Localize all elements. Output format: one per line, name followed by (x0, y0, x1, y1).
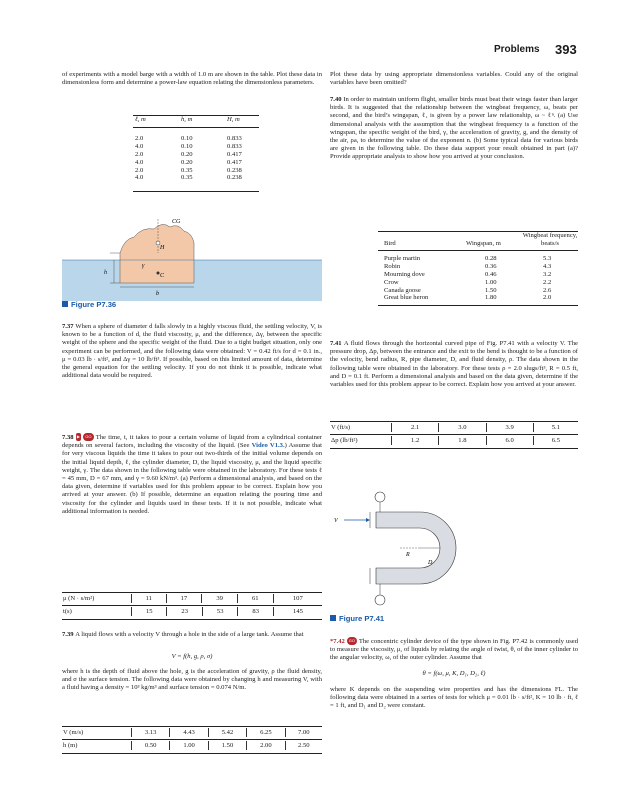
table-row: 2.0 0.10 0.833 (135, 135, 242, 143)
pressure-gauge-bottom-icon (375, 595, 385, 605)
table-row: h (m) 0.50 1.00 1.50 2.00 2.50 (62, 741, 322, 750)
go-badge-icon: GO (83, 433, 93, 441)
label-h: h (104, 270, 107, 276)
figure-p7-36 (62, 213, 322, 301)
table-row: 4.0 0.10 0.833 (135, 143, 242, 151)
table-row: Δp (lb/ft²) 1.2 1.8 6.0 6.5 (330, 436, 578, 445)
go-badge-icon: GO (347, 637, 357, 645)
page-number: 393 (555, 42, 577, 57)
label-H: H (160, 245, 165, 251)
problem-7-38: 7.38 ▶ GO The time, t, it takes to pour a certain volume of liquid from a cylindrical container depends on several factors, including the viscosity of the liquid. (See Video V1.3.) Assume that for very viscous liquids the time it takes to pour out two-thirds of the initial volume depends on the initial liquid depth, ℓ, the cylinder diameter, D, the liquid viscosity, μ, and the liquid specific weight, γ. The data shown in the following table were obtained in the laboratory. For these tests ℓ = 45 mm, D = 67 mm, and γ = 9.60 kN/m³. (a) Perform a dimensional analysis, and based on the data given, determine if variables used for this problem appear to be correct. Explain how you arrived at your answer. (b) If possible, determine an equation relating the pouring time and viscosity for the cylinder and liquids used in these tests. If it is not possible, indicate what additional information is needed. (62, 434, 322, 515)
label-b: b (156, 291, 159, 297)
table-row: t(s) 15 23 53 83 145 (62, 607, 322, 616)
problem-7-40: 7.40 In order to maintain uniform flight, smaller birds must beat their wings faster than larger birds. It is suggested that the relationship between the wingbeat frequency, ω, beats per second, and the bird’s wingspan, ℓ, is given by a power law relationship, ω ~ ℓⁿ. (a) Use dimensional analysis with the assumption that the wingbeat frequency is a function of the wingspan, the specific weight of the bird, γ, the acceleration of gravity, g, and the density of the air, ρa, to determine the value of the exponent n. (b) Some typical data for various birds are given in the following table. Do these data support your result obtained in part (a)? Provide appropriate analysis to show how you arrived at your conclusion. (330, 96, 578, 161)
label-D: D (428, 560, 433, 566)
problem-7-39: 7.39 A liquid flows with a velocity V through a hole in the side of a large tank. Assume that (62, 631, 304, 638)
figure-p7-41 (330, 490, 578, 610)
right-intro-text: Plot these data by using appropriate dimensionless variables. Could any of the original variables have been omitted? (330, 71, 578, 87)
table-row: 2.0 0.20 0.417 (135, 150, 242, 158)
barge-cargo-shape (120, 224, 194, 283)
bird-header-wingspan: Wingspan, m (466, 240, 501, 247)
label-V: V (334, 518, 338, 524)
left-intro-text: of experiments with a model barge with a width of 1.0 m are shown in the table. Plot these data in dimensionless form and determine a power-law equation relating the dimensionless parameters. (62, 71, 322, 87)
label-R: R (406, 552, 410, 558)
problem-7-39-continued: where h is the depth of fluid above the hole, g is the acceleration of gravity, ρ the fluid density, and σ the surface tension. The following data were obtained by changing h and measuring V, with a fluid having a density = 10³ kg/m³ and surface tension = 0.074 N/m. (62, 668, 322, 692)
bird-header-bird: Bird (384, 240, 396, 247)
figure-caption-p7-41: Figure P7.41 (330, 614, 384, 623)
problem-7-42: *7.42 GO The concentric cylinder device of the type shown in Fig. P7.42 is commonly used to measure the viscosity, μ, of liquids by relating the angle of twist, θ, of the inner cylinder to the angular velocity, ω, of the outer cylinder. Assume that (330, 638, 578, 662)
barge-header-H: H, m (227, 116, 240, 124)
bird-header-frequency: Wingbeat frequency, beats/s (522, 232, 578, 247)
problem-7-37: 7.37 When a sphere of diameter d falls slowly in a highly viscous fluid, the settling velocity, V, is known to be a function of d, the fluid viscosity, μ, and the difference, Δγ, between the specific weight of the sphere and the specific weight of the fluid. Due to a tight budget situation, only one experiment can be performed, and the following data were obtained: V = 0.42 ft/s for d = 0.1 in., μ = 0.03 lb · s/ft², and Δγ = 10 lb/ft³. If possible, based on this limited amount of data, determine the general equation for the settling velocity. If you do not think it is possible, indicate what additional data would be required. (62, 323, 322, 380)
problem-7-41: 7.41 A fluid flows through the horizontal curved pipe of Fig. P7.41 with a velocity V. The pressure drop, Δp, between the entrance and the exit to the bend is thought to be a function of the velocity, bend radius, R, pipe diameter, D, and fluid density, ρ. The data shown in the following table were obtained in the laboratory. For these tests ρ = 2.0 slugs/ft³, R = 0.5 ft, and D = 0.1 ft. Perform a dimensional analysis and based on the data given, determine if the variables used for this problem appear to be correct. Explain how you arrived at your answer. (330, 340, 578, 389)
label-gamma: γ (142, 263, 145, 269)
pressure-gauge-top-icon (375, 492, 385, 502)
table-row: Great blue heron 1.80 2.0 (384, 294, 552, 302)
table-row: Mourning dove 0.46 3.2 (384, 270, 552, 278)
table-row: V (m/s) 3.13 4.43 5.42 6.25 7.00 (62, 728, 322, 737)
table-row: Purple martin 0.28 5.3 (384, 255, 552, 263)
table-row: V (ft/s) 2.1 3.0 3.9 5.1 (330, 423, 578, 432)
equation-7-42: θ = f(ω, μ, K, D₁, D₂, ℓ) (422, 670, 486, 677)
table-row: 4.0 0.20 0.417 (135, 158, 242, 166)
label-cg: CG (172, 219, 181, 225)
table-row: Crow 1.00 2.2 (384, 278, 552, 286)
label-C: C (160, 273, 165, 279)
video-link[interactable]: Video V1.3. (251, 442, 285, 450)
table-row: 4.0 0.35 0.238 (135, 174, 242, 182)
table-row: μ (N · s/m²) 11 17 39 61 107 (62, 594, 322, 603)
barge-header-h: h, m (181, 116, 193, 124)
video-icon: ▶ (76, 433, 81, 441)
figure-caption-p7-36: Figure P7.36 (62, 300, 116, 309)
equation-7-39: V = f(h, g, ρ, σ) (171, 653, 213, 660)
problem-7-42-continued: where K depends on the suspending wire properties and has the dimensions FL. The following data were obtained in a series of tests for which μ = 0.01 lb · s/ft², K = 10 lb · ft, ℓ = 1 ft, and D₁ and D₂ were constant. (330, 686, 578, 710)
barge-header-l: ℓ, m (135, 116, 146, 124)
running-header-title: Problems (494, 44, 540, 55)
table-row: 2.0 0.35 0.238 (135, 166, 242, 174)
table-row: Canada goose 1.50 2.6 (384, 286, 552, 294)
table-row: Robin 0.36 4.3 (384, 263, 552, 271)
